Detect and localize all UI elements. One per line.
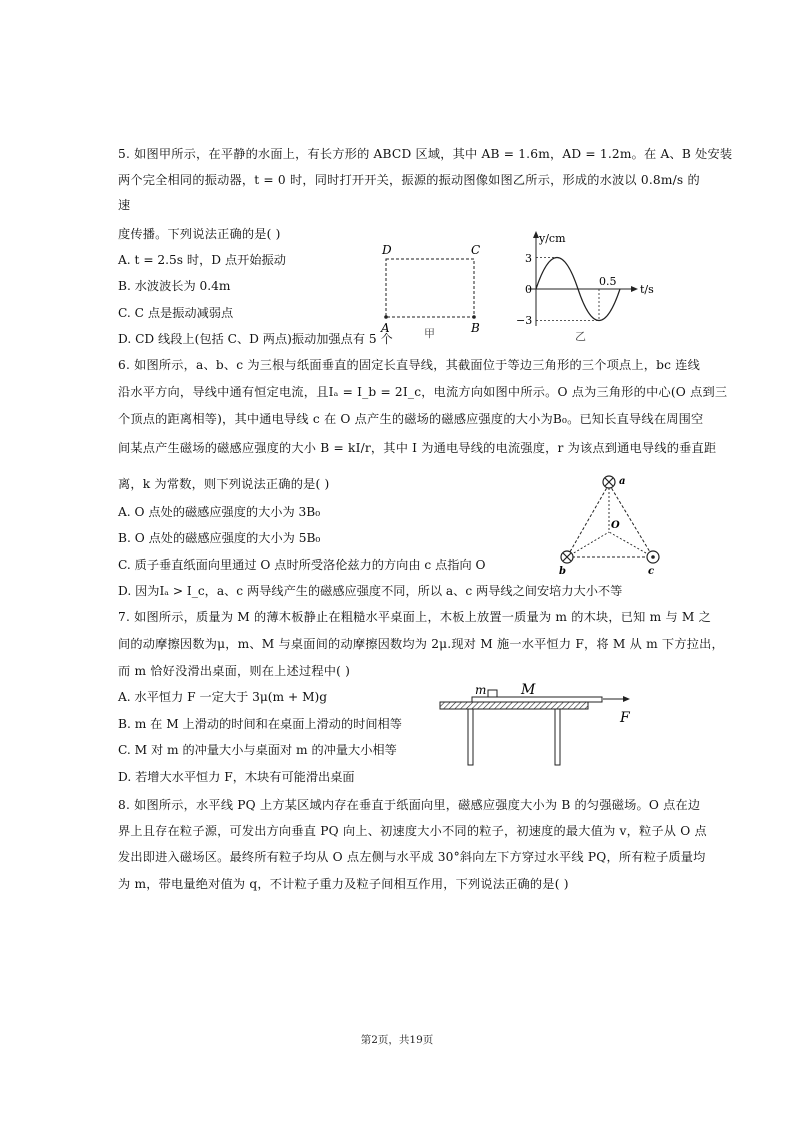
median-b <box>567 532 609 557</box>
abcd-rectangle <box>386 259 474 317</box>
q7-option-c: C. M 对 m 的冲量大小与桌面对 m 的冲量大小相等 <box>118 743 397 757</box>
caption-jia: 甲 <box>424 327 435 340</box>
table-leg-right <box>555 709 560 765</box>
label-m-large: M <box>521 682 536 698</box>
force-arrow-head <box>623 696 630 702</box>
board-m-large <box>472 697 602 702</box>
q6-line-4: 间某点产生磁场的磁感应强度的大小 B = kI/r，其中 I 为通电导线的电流强度，r 为该点到通电导线的垂直距 <box>118 441 717 455</box>
tick-y-3: 3 <box>525 252 532 265</box>
label-f: F <box>620 710 630 726</box>
q6-option-a: A. O 点处的磁感应强度的大小为 3B₀ <box>118 505 321 519</box>
q5-option-c: C. C 点是振动减弱点 <box>118 306 234 320</box>
point-b-dot <box>472 315 476 319</box>
q7-table-figure <box>438 680 638 770</box>
q5-option-a: A. t = 2.5s 时，D 点开始振动 <box>118 253 286 267</box>
q7-line-2: 间的动摩擦因数为μ，m、M 与桌面间的动摩擦因数均为 2μ.现对 M 施一水平恒力 F，将 M 从 m 下方拉出， <box>118 637 724 651</box>
q6-option-b: B. O 点处的磁感应强度的大小为 5B₀ <box>118 531 321 545</box>
q5-figure-yi <box>508 228 668 346</box>
table-leg-left <box>468 709 473 765</box>
wire-b-into-page-icon <box>561 551 573 563</box>
q7-option-d: D. 若增大水平恒力 F，木块有可能滑出桌面 <box>118 770 355 784</box>
q5-line-1: 5. 如图甲所示，在平静的水面上，有长方形的 ABCD 区域，其中 AB = 1.6m，AD = 1.2m。在 A、B 处安装 <box>118 147 733 161</box>
label-m-small: m <box>475 683 487 697</box>
q8-line-3: 发出即进入磁场区。最终所有粒子均从 O 点左侧与水平成 30°斜向左下方穿过水平线 PQ，所有粒子质量均 <box>118 850 706 864</box>
q6-line-5: 离，k 为常数，则下列说法正确的是( ) <box>118 477 330 491</box>
q6-triangle-figure <box>552 470 672 578</box>
page-footer: 第2页，共19页 <box>360 1034 434 1046</box>
point-a-dot <box>384 315 388 319</box>
q5-option-d: D. CD 线段上(包括 C、D 两点)振动加强点有 5 个 <box>118 332 393 346</box>
label-d: D <box>382 243 392 257</box>
q8-line-4: 为 m，带电量绝对值为 q，不计粒子重力及粒子间相互作用，下列说法正确的是( ) <box>118 877 569 891</box>
q7-line-3: 而 m 恰好没滑出桌面，则在上述过程中( ) <box>118 664 351 678</box>
caption-yi: 乙 <box>575 330 586 343</box>
q5-figure-jia <box>370 240 500 345</box>
edge-ab <box>567 484 609 557</box>
label-c: c <box>648 566 655 577</box>
q5-line-3: 速 <box>118 198 131 212</box>
q8-line-2: 界上且存在粒子源，可发出方向垂直 PQ 向上、初速度大小不同的粒子，初速度的最大值为 v，粒子从 O 点 <box>118 824 707 838</box>
q5-line-4: 度传播。下列说法正确的是( ) <box>118 227 281 241</box>
t-axis-label: t/s <box>640 283 654 296</box>
label-c: C <box>471 243 481 257</box>
q6-option-d: D. 因为Iₐ > I_c，a、c 两导线产生的磁感应强度不同，所以 a、c 两导线之间安培力大小不等 <box>118 584 623 598</box>
label-b: b <box>559 566 566 577</box>
y-axis-label: y/cm <box>539 232 566 245</box>
q7-line-1: 7. 如图所示，质量为 M 的薄木板静止在粗糙水平桌面上，木板上放置一质量为 m 的木块，已知 m 与 M 之 <box>118 610 712 624</box>
tick-y-0: 0 <box>525 283 532 296</box>
wire-c-out-of-page-icon <box>647 551 659 563</box>
wire-a-into-page-icon <box>603 476 615 488</box>
q5-option-b: B. 水波波长为 0.4m <box>118 279 231 293</box>
q6-line-3: 个顶点的距离相等)，其中通电导线 c 在 O 点产生的磁场的磁感应强度的大小为B₀。已知长直导线在周围空 <box>118 412 704 426</box>
q5-line-2: 两个完全相同的振动器，t = 0 时，同时打开开关，振源的振动图像如图乙所示，形成的水波以 0.8m/s 的 <box>118 173 700 187</box>
q6-line-2: 沿水平方向，导线中通有恒定电流，且Iₐ = I_b = 2I_c，电流方向如图中所示。O 点为三角形的中心(O 点到三 <box>118 385 728 399</box>
label-o: O <box>611 520 620 531</box>
q6-line-1: 6. 如图所示，a、b、c 为三根与纸面垂直的固定长直导线，其截面位于等边三角形的三个项点上，bc 连线 <box>118 358 701 372</box>
q7-option-a: A. 水平恒力 F 一定大于 3μ(m + M)g <box>118 690 328 704</box>
q6-option-c: C. 质子垂直纸面向里通过 O 点时所受洛伦兹力的方向由 c 点指向 O <box>118 558 486 572</box>
t-axis-arrow <box>631 286 638 292</box>
label-a: a <box>619 476 626 487</box>
tick-y-minus-3: −3 <box>516 314 533 327</box>
q8-line-1: 8. 如图所示，水平线 PQ 上方某区域内存在垂直于纸面向里，磁感应强度大小为 B 的匀强磁场。O 点在边 <box>118 798 701 812</box>
q7-option-b: B. m 在 M 上滑动的时间和在桌面上滑动的时间相等 <box>118 717 402 731</box>
block-m-small <box>488 690 497 697</box>
label-b: B <box>471 321 480 335</box>
label-a: A <box>381 321 390 335</box>
tick-t-0-5: 0.5 <box>599 275 617 288</box>
table-top <box>440 702 588 709</box>
median-c <box>609 532 653 557</box>
